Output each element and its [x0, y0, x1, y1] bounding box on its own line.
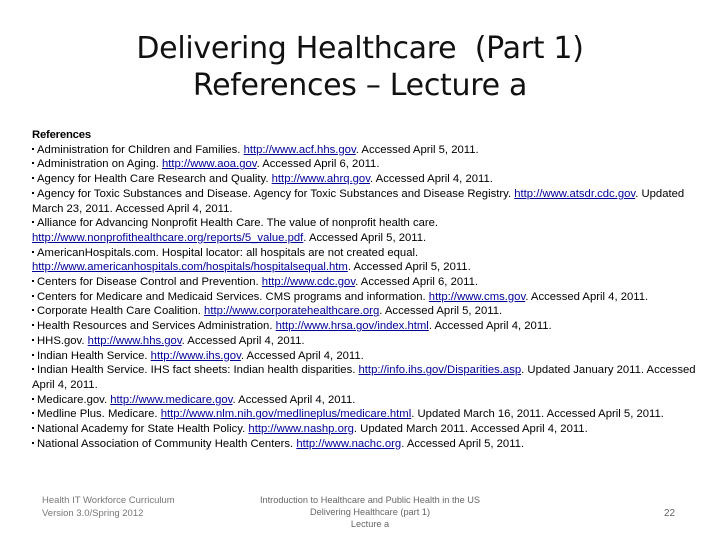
reference-item: [32, 319, 704, 334]
reference-item: [32, 349, 704, 364]
footer-version: Version 3.0/Spring 2012: [42, 507, 144, 519]
reference-link[interactable]: http://www.hhs.gov: [87, 334, 182, 347]
reference-item: [32, 216, 704, 245]
reference-item: [32, 172, 704, 187]
slide-title-line-1: Delivering Healthcare (Part 1): [136, 31, 584, 66]
reference-access-note: . Accessed April 5, 2011.: [401, 437, 525, 450]
reference-item: [32, 275, 704, 290]
reference-text: Alliance for Advancing Nonprofit Health Care. The value of nonprofit health care.: [37, 217, 439, 230]
bullet-icon: [32, 368, 34, 370]
reference-access-note: . Accessed April 4, 2011.: [525, 290, 649, 303]
bullet-icon: [32, 295, 34, 297]
reference-access-note: . Accessed April 4, 2011.: [181, 334, 305, 347]
reference-access-note: . Accessed April 5, 2011.: [355, 143, 479, 156]
footer-curriculum-name: Health IT Workforce Curriculum: [42, 495, 175, 506]
reference-access-note: . Accessed April 4, 2011.: [428, 320, 552, 333]
slide-title: [0, 30, 720, 104]
reference-text: AmericanHospitals.com. Hospital locator: all hospitals are not created equal.: [37, 246, 419, 259]
reference-link[interactable]: http://www.nlm.nih.gov/medlineplus/medicare.html: [160, 408, 412, 421]
reference-link[interactable]: http://www.acf.hhs.gov: [243, 143, 356, 156]
reference-text: Indian Health Service. IHS fact sheets: Indian health disparities.: [37, 364, 359, 377]
reference-text: National Academy for State Health Policy.: [37, 423, 249, 436]
reference-text: Administration on Aging.: [37, 158, 162, 171]
reference-text: National Association of Community Health Centers.: [37, 437, 297, 450]
reference-text: Health Resources and Services Administration.: [37, 320, 276, 333]
reference-item: [32, 246, 704, 275]
reference-access-note: . Accessed April 5, 2011.: [303, 231, 427, 244]
footer-lecture: Lecture a: [350, 519, 390, 529]
reference-text: Administration for Children and Families.: [37, 143, 244, 156]
footer-curriculum: [42, 495, 175, 520]
bullet-icon: [32, 221, 34, 223]
footer-course-info: [220, 494, 520, 530]
bullet-icon: [32, 251, 34, 253]
reference-access-note: . Accessed April 5, 2011.: [347, 261, 471, 274]
reference-link[interactable]: http://www.ihs.gov: [150, 349, 241, 362]
reference-link[interactable]: http://www.cms.gov: [428, 290, 526, 303]
reference-access-note: . Updated March 23, 2011. Accessed April 4, 2011.: [32, 187, 685, 215]
reference-item: [32, 143, 704, 158]
bullet-icon: [32, 162, 34, 164]
reference-item: [32, 334, 704, 349]
reference-text: Medicare.gov.: [37, 393, 111, 406]
bullet-icon: [32, 192, 34, 194]
reference-access-note: . Accessed April 6, 2011.: [355, 276, 479, 289]
bullet-icon: [32, 412, 34, 414]
reference-item: [32, 437, 704, 452]
reference-item: [32, 393, 704, 408]
reference-item: [32, 304, 704, 319]
reference-item: [32, 407, 704, 422]
reference-text: Indian Health Service.: [37, 349, 151, 362]
reference-access-note: . Accessed April 4, 2011.: [232, 393, 356, 406]
reference-link[interactable]: http://www.atsdr.cdc.gov: [514, 187, 636, 200]
bullet-icon: [32, 148, 34, 150]
reference-access-note: . Accessed April 5, 2011.: [379, 305, 503, 318]
reference-link[interactable]: http://www.medicare.gov: [110, 393, 233, 406]
bullet-icon: [32, 324, 34, 326]
reference-access-note: . Accessed April 4, 2011.: [370, 173, 493, 186]
reference-item: [32, 290, 704, 305]
bullet-icon: [32, 442, 34, 444]
page-number: 22: [664, 508, 676, 519]
reference-text: Centers for Disease Control and Prevention.: [37, 276, 262, 289]
reference-text: Agency for Toxic Substances and Disease. Agency for Toxic Substances and Disease Registry.: [37, 187, 515, 200]
reference-link[interactable]: http://www.nonprofithealthcare.org/reports/5_value.pdf: [32, 231, 304, 244]
bullet-icon: [32, 398, 34, 400]
bullet-icon: [32, 354, 34, 356]
reference-item: [32, 157, 704, 172]
reference-access-note: . Updated January 2011. Accessed April 4, 2011.: [32, 364, 696, 391]
bullet-icon: [32, 339, 34, 341]
footer-unit-title: Delivering Healthcare (part 1): [310, 507, 430, 517]
reference-text: Centers for Medicare and Medicaid Services. CMS programs and information.: [37, 290, 429, 303]
reference-item: [32, 187, 704, 216]
reference-item: [32, 422, 704, 437]
reference-item: [32, 363, 704, 392]
footer-course-title: Introduction to Healthcare and Public Health in the US: [259, 495, 481, 505]
reference-text: Medline Plus. Medicare.: [37, 408, 161, 421]
references-list: [32, 128, 704, 451]
bullet-icon: [32, 177, 34, 179]
reference-text: Agency for Health Care Research and Quality.: [37, 173, 272, 186]
reference-link[interactable]: http://www.americanhospitals.com/hospitals/hospitalsequal.htm: [32, 261, 348, 274]
bullet-icon: [32, 309, 34, 311]
slide-title-line-2: References – Lecture a: [192, 68, 528, 103]
reference-access-note: . Accessed April 4, 2011.: [240, 349, 364, 362]
reference-link[interactable]: http://www.ahrq.gov: [271, 173, 371, 186]
reference-link[interactable]: http://www.corporatehealthcare.org: [204, 305, 380, 318]
reference-link[interactable]: http://info.ihs.gov/Disparities.asp: [358, 364, 522, 377]
reference-access-note: . Accessed April 6, 2011.: [256, 158, 380, 171]
reference-link[interactable]: http://www.cdc.gov: [261, 276, 356, 289]
references-heading: References: [32, 129, 91, 141]
bullet-icon: [32, 427, 34, 429]
reference-link[interactable]: http://www.hrsa.gov/index.html: [275, 320, 429, 333]
reference-text: Corporate Health Care Coalition.: [37, 305, 205, 318]
reference-text: HHS.gov.: [37, 334, 88, 347]
reference-link[interactable]: http://www.nashp.org: [248, 423, 354, 436]
reference-access-note: . Updated March 16, 2011. Accessed April 5, 2011.: [411, 408, 664, 421]
reference-access-note: . Updated March 2011. Accessed April 4, 2011.: [353, 423, 588, 436]
reference-link[interactable]: http://www.aoa.gov: [161, 158, 257, 171]
bullet-icon: [32, 280, 34, 282]
reference-link[interactable]: http://www.nachc.org: [296, 437, 402, 450]
